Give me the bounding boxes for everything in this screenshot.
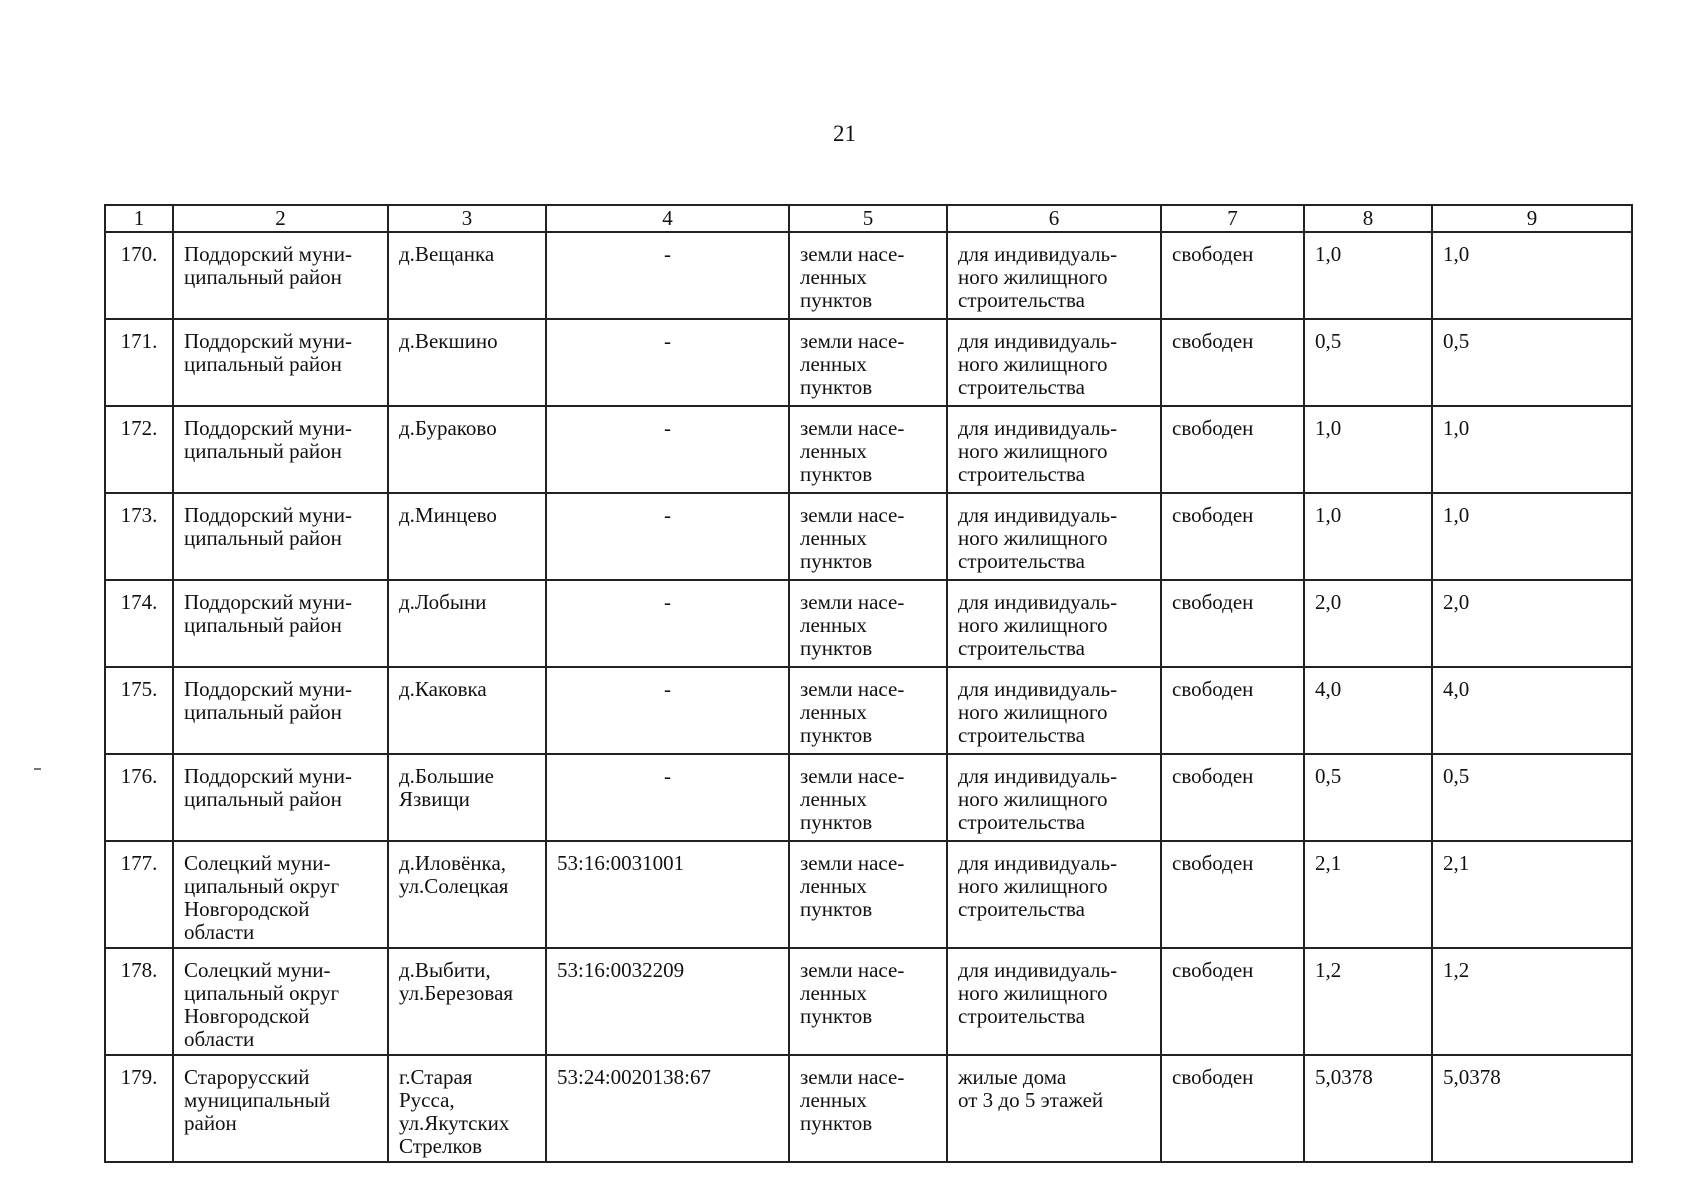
district-line: ципальный округ xyxy=(184,981,340,1005)
row-number-cell: 173. xyxy=(105,493,173,580)
district-line: Поддорский муни- xyxy=(184,677,352,701)
locality-line: д.Вещанка xyxy=(399,242,495,266)
permitted-use-line: ного жилищного xyxy=(958,981,1108,1005)
land-category-line: земли насе- xyxy=(800,590,905,614)
district-line: ципальный район xyxy=(184,265,342,289)
land-category-cell xyxy=(789,493,947,580)
page-number: 21 xyxy=(833,121,856,146)
row-number-cell: 175. xyxy=(105,667,173,754)
land-category-cell xyxy=(789,1055,947,1162)
margin-mark xyxy=(34,768,41,770)
column-number-cell: 3 xyxy=(388,205,546,232)
locality-cell xyxy=(388,406,546,493)
permitted-use-cell xyxy=(947,493,1161,580)
land-category-line: ленных xyxy=(800,700,867,724)
column-number-cell: 6 xyxy=(947,205,1161,232)
district-cell xyxy=(173,948,388,1055)
permitted-use-line: для индивидуаль- xyxy=(958,590,1118,614)
permitted-use-line: ного жилищного xyxy=(958,265,1108,289)
locality-line: ул.Березовая xyxy=(399,981,514,1005)
cadastral-number-cell: - xyxy=(546,319,789,406)
land-category-line: пунктов xyxy=(800,636,873,660)
locality-cell xyxy=(388,319,546,406)
district-line: ципальный район xyxy=(184,526,342,550)
district-cell xyxy=(173,667,388,754)
status-cell: свободен xyxy=(1161,667,1304,754)
area-cell: 1,0 xyxy=(1432,232,1632,319)
land-category-line: пунктов xyxy=(800,462,873,486)
row-number-cell: 178. xyxy=(105,948,173,1055)
area-cell: 0,5 xyxy=(1432,319,1632,406)
district-cell xyxy=(173,232,388,319)
land-category-line: земли насе- xyxy=(800,764,905,788)
district-cell xyxy=(173,1055,388,1162)
table-row xyxy=(105,841,1632,948)
status-cell: свободен xyxy=(1161,580,1304,667)
district-line: ципальный район xyxy=(184,439,342,463)
permitted-use-cell xyxy=(947,754,1161,841)
cadastral-number-cell: - xyxy=(546,754,789,841)
district-cell xyxy=(173,580,388,667)
land-category-line: ленных xyxy=(800,439,867,463)
district-line: ципальный район xyxy=(184,787,342,811)
locality-cell xyxy=(388,667,546,754)
table-row xyxy=(105,580,1632,667)
locality-line: ул.Солецкая xyxy=(399,874,509,898)
row-number-cell: 179. xyxy=(105,1055,173,1162)
permitted-use-line: строительства xyxy=(958,462,1086,486)
permitted-use-cell xyxy=(947,406,1161,493)
permitted-use-line: для индивидуаль- xyxy=(958,416,1118,440)
permitted-use-line: строительства xyxy=(958,549,1086,573)
land-category-cell xyxy=(789,232,947,319)
locality-cell xyxy=(388,232,546,319)
row-number-cell: 170. xyxy=(105,232,173,319)
status-cell: свободен xyxy=(1161,319,1304,406)
status-cell: свободен xyxy=(1161,948,1304,1055)
district-line: Солецкий муни- xyxy=(184,851,331,875)
cadastral-number-cell: 53:16:0032209 xyxy=(546,948,789,1055)
district-cell xyxy=(173,493,388,580)
district-cell xyxy=(173,319,388,406)
table-row xyxy=(105,232,1632,319)
column-number-cell: 9 xyxy=(1432,205,1632,232)
locality-cell xyxy=(388,948,546,1055)
land-category-line: пунктов xyxy=(800,288,873,312)
land-category-line: пунктов xyxy=(800,1111,873,1135)
permitted-use-line: строительства xyxy=(958,636,1086,660)
land-category-line: земли насе- xyxy=(800,329,905,353)
locality-cell xyxy=(388,841,546,948)
permitted-use-line: для индивидуаль- xyxy=(958,242,1118,266)
land-category-line: земли насе- xyxy=(800,677,905,701)
land-category-line: ленных xyxy=(800,613,867,637)
land-category-line: земли насе- xyxy=(800,958,905,982)
area-cell: 1,2 xyxy=(1304,948,1432,1055)
permitted-use-line: ного жилищного xyxy=(958,874,1108,898)
area-cell: 1,0 xyxy=(1304,232,1432,319)
column-number-cell: 1 xyxy=(105,205,173,232)
area-cell: 5,0378 xyxy=(1304,1055,1432,1162)
district-line: Новгородской xyxy=(184,1004,310,1028)
area-cell: 2,1 xyxy=(1304,841,1432,948)
area-cell: 1,0 xyxy=(1432,493,1632,580)
permitted-use-line: для индивидуаль- xyxy=(958,764,1118,788)
table-row xyxy=(105,754,1632,841)
permitted-use-line: от 3 до 5 этажей xyxy=(958,1088,1104,1112)
land-category-line: ленных xyxy=(800,265,867,289)
area-cell: 1,0 xyxy=(1304,493,1432,580)
permitted-use-line: для индивидуаль- xyxy=(958,958,1118,982)
land-category-line: ленных xyxy=(800,1088,867,1112)
land-category-line: земли насе- xyxy=(800,851,905,875)
permitted-use-line: ного жилищного xyxy=(958,787,1108,811)
land-category-line: пунктов xyxy=(800,723,873,747)
district-line: Поддорский муни- xyxy=(184,503,352,527)
row-number-cell: 171. xyxy=(105,319,173,406)
permitted-use-line: строительства xyxy=(958,1004,1086,1028)
permitted-use-line: ного жилищного xyxy=(958,700,1108,724)
area-cell: 2,1 xyxy=(1432,841,1632,948)
land-category-line: ленных xyxy=(800,526,867,550)
district-cell xyxy=(173,841,388,948)
locality-cell xyxy=(388,754,546,841)
area-cell: 5,0378 xyxy=(1432,1055,1632,1162)
land-category-line: земли насе- xyxy=(800,503,905,527)
permitted-use-cell xyxy=(947,948,1161,1055)
permitted-use-line: для индивидуаль- xyxy=(958,677,1118,701)
status-cell: свободен xyxy=(1161,841,1304,948)
locality-line: д.Лобыни xyxy=(399,590,487,614)
land-category-line: земли насе- xyxy=(800,1065,905,1089)
land-category-line: ленных xyxy=(800,981,867,1005)
locality-line: Язвищи xyxy=(399,787,470,811)
locality-cell xyxy=(388,580,546,667)
district-line: ципальный район xyxy=(184,613,342,637)
permitted-use-line: ного жилищного xyxy=(958,352,1108,376)
land-category-line: пунктов xyxy=(800,1004,873,1028)
cadastral-number-cell: - xyxy=(546,667,789,754)
area-cell: 4,0 xyxy=(1304,667,1432,754)
district-line: Солецкий муни- xyxy=(184,958,331,982)
locality-line: д.Каковка xyxy=(399,677,487,701)
permitted-use-line: для индивидуаль- xyxy=(958,851,1118,875)
area-cell: 1,0 xyxy=(1304,406,1432,493)
column-number-cell: 4 xyxy=(546,205,789,232)
area-cell: 2,0 xyxy=(1304,580,1432,667)
land-category-line: ленных xyxy=(800,787,867,811)
locality-line: д.Векшино xyxy=(399,329,498,353)
permitted-use-cell xyxy=(947,841,1161,948)
permitted-use-line: ного жилищного xyxy=(958,439,1108,463)
area-cell: 1,2 xyxy=(1432,948,1632,1055)
permitted-use-line: строительства xyxy=(958,375,1086,399)
cadastral-number-cell: - xyxy=(546,406,789,493)
district-line: ципальный округ xyxy=(184,874,340,898)
district-line: Поддорский муни- xyxy=(184,764,352,788)
cadastral-number-cell: - xyxy=(546,580,789,667)
locality-line: Стрелков xyxy=(399,1134,483,1158)
locality-line: д.Большие xyxy=(399,764,495,788)
locality-cell xyxy=(388,1055,546,1162)
column-number-cell: 2 xyxy=(173,205,388,232)
district-line: муниципальный xyxy=(184,1088,331,1112)
land-category-line: пунктов xyxy=(800,810,873,834)
district-cell xyxy=(173,406,388,493)
permitted-use-cell xyxy=(947,232,1161,319)
column-number-row xyxy=(105,205,1632,232)
district-line: Поддорский муни- xyxy=(184,242,352,266)
area-cell: 0,5 xyxy=(1304,754,1432,841)
row-number-cell: 174. xyxy=(105,580,173,667)
locality-line: ул.Якутских xyxy=(399,1111,510,1135)
area-cell: 0,5 xyxy=(1304,319,1432,406)
district-line: Поддорский муни- xyxy=(184,416,352,440)
column-number-cell: 7 xyxy=(1161,205,1304,232)
locality-cell xyxy=(388,493,546,580)
permitted-use-line: для индивидуаль- xyxy=(958,503,1118,527)
status-cell: свободен xyxy=(1161,493,1304,580)
status-cell: свободен xyxy=(1161,406,1304,493)
land-category-cell xyxy=(789,319,947,406)
district-cell xyxy=(173,754,388,841)
area-cell: 2,0 xyxy=(1432,580,1632,667)
table-row xyxy=(105,667,1632,754)
status-cell: свободен xyxy=(1161,1055,1304,1162)
district-line: Поддорский муни- xyxy=(184,590,352,614)
area-cell: 0,5 xyxy=(1432,754,1632,841)
permitted-use-line: жилые дома xyxy=(958,1065,1067,1089)
permitted-use-cell xyxy=(947,1055,1161,1162)
row-number-cell: 176. xyxy=(105,754,173,841)
locality-line: Русса, xyxy=(399,1088,455,1112)
table-row xyxy=(105,493,1632,580)
area-cell: 4,0 xyxy=(1432,667,1632,754)
status-cell: свободен xyxy=(1161,754,1304,841)
row-number-cell: 177. xyxy=(105,841,173,948)
permitted-use-line: ного жилищного xyxy=(958,613,1108,637)
district-line: области xyxy=(184,1027,255,1051)
table-row xyxy=(105,1055,1632,1162)
district-line: Новгородской xyxy=(184,897,310,921)
land-category-line: ленных xyxy=(800,874,867,898)
district-line: области xyxy=(184,920,255,944)
land-category-line: земли насе- xyxy=(800,416,905,440)
land-category-cell xyxy=(789,667,947,754)
table-row xyxy=(105,319,1632,406)
cadastral-number-cell: - xyxy=(546,493,789,580)
land-category-line: пунктов xyxy=(800,375,873,399)
land-category-cell xyxy=(789,754,947,841)
permitted-use-line: для индивидуаль- xyxy=(958,329,1118,353)
permitted-use-line: строительства xyxy=(958,897,1086,921)
permitted-use-line: строительства xyxy=(958,723,1086,747)
district-line: район xyxy=(184,1111,237,1135)
row-number-cell: 172. xyxy=(105,406,173,493)
permitted-use-line: строительства xyxy=(958,810,1086,834)
locality-line: г.Старая xyxy=(399,1065,473,1089)
table-row xyxy=(105,948,1632,1055)
district-line: Старорусский xyxy=(184,1065,310,1089)
status-cell: свободен xyxy=(1161,232,1304,319)
column-number-cell: 8 xyxy=(1304,205,1432,232)
area-cell: 1,0 xyxy=(1432,406,1632,493)
cadastral-number-cell: 53:24:0020138:67 xyxy=(546,1055,789,1162)
land-category-line: земли насе- xyxy=(800,242,905,266)
permitted-use-line: ного жилищного xyxy=(958,526,1108,550)
column-number-cell: 5 xyxy=(789,205,947,232)
land-plots-table xyxy=(104,204,1633,1163)
district-line: Поддорский муни- xyxy=(184,329,352,353)
locality-line: д.Иловёнка, xyxy=(399,851,507,875)
locality-line: д.Минцево xyxy=(399,503,497,527)
locality-line: д.Бураково xyxy=(399,416,497,440)
table-row xyxy=(105,406,1632,493)
locality-line: д.Выбити, xyxy=(399,958,491,982)
permitted-use-cell xyxy=(947,580,1161,667)
land-category-line: ленных xyxy=(800,352,867,376)
land-category-line: пунктов xyxy=(800,549,873,573)
permitted-use-line: строительства xyxy=(958,288,1086,312)
land-category-line: пунктов xyxy=(800,897,873,921)
land-category-cell xyxy=(789,841,947,948)
district-line: ципальный район xyxy=(184,700,342,724)
district-line: ципальный район xyxy=(184,352,342,376)
cadastral-number-cell: - xyxy=(546,232,789,319)
land-category-cell xyxy=(789,580,947,667)
land-category-cell xyxy=(789,406,947,493)
cadastral-number-cell: 53:16:0031001 xyxy=(546,841,789,948)
land-category-cell xyxy=(789,948,947,1055)
permitted-use-cell xyxy=(947,319,1161,406)
permitted-use-cell xyxy=(947,667,1161,754)
